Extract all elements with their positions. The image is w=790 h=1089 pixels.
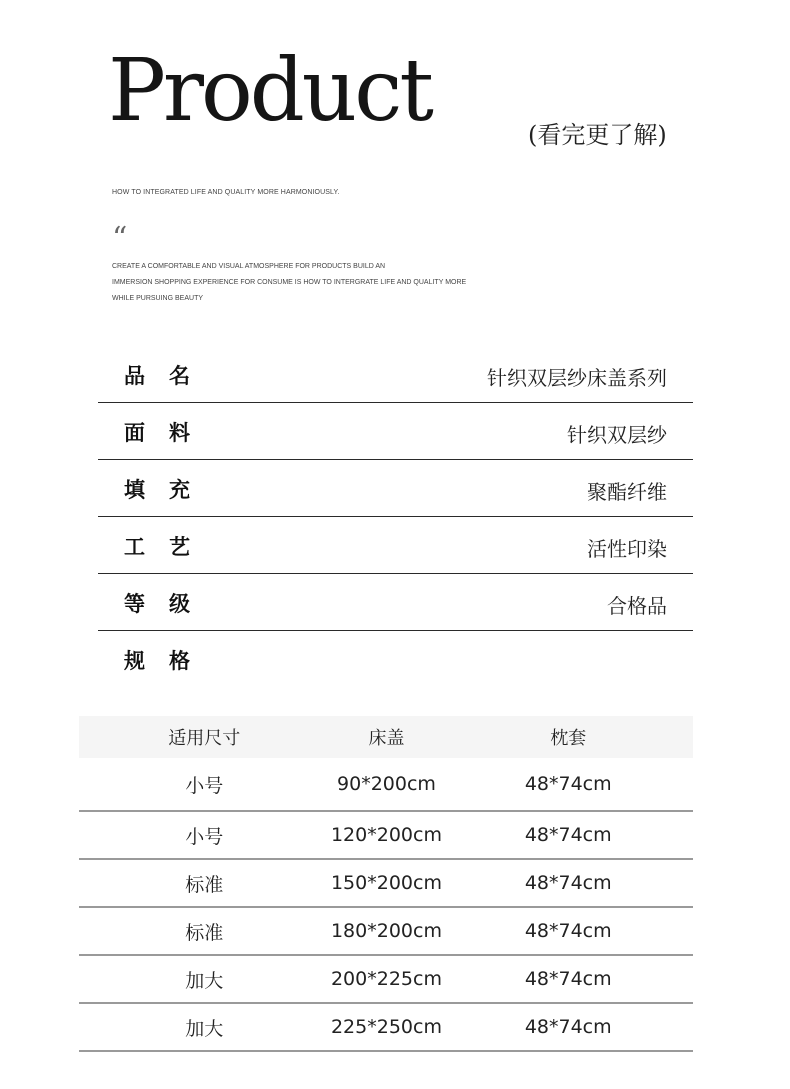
intro-blurb [112,259,532,307]
spec-value: 针织双层纱 [567,423,667,447]
table-cell: 48*74cm [443,859,693,907]
table-cell: 150*200cm [330,859,444,907]
spec-label: 规格 [124,649,214,673]
table-cell: 标准 [79,907,330,955]
table-cell: 225*250cm [330,1003,444,1051]
table-cell: 48*74cm [443,955,693,1003]
table-row [79,955,693,1003]
tagline: HOW TO INTEGRATED LIFE AND QUALITY MORE HARMONIOUSLY. [112,189,340,196]
table-cell: 加大 [79,1003,330,1051]
table-cell: 48*74cm [443,1003,693,1051]
table-row [79,1003,693,1051]
table-row [79,859,693,907]
blurb-line: CREATE A COMFORTABLE AND VISUAL ATMOSPHERE FOR PRODUCTS BUILD AN [112,263,386,270]
page-title: Product [108,41,431,141]
table-cell: 小号 [79,758,330,811]
table-row [79,811,693,859]
title-note: (看完更了解) [528,121,667,149]
table-row [79,758,693,811]
spec-label: 面料 [124,421,214,445]
spec-label: 工艺 [124,535,214,559]
table-cell: 200*225cm [330,955,444,1003]
blurb-line: WHILE PURSUING BEAUTY [112,295,204,302]
spec-row-name [98,346,693,403]
table-cell: 加大 [79,955,330,1003]
column-header: 床盖 [330,716,444,758]
table-cell: 180*200cm [330,907,444,955]
spec-label: 填充 [124,478,214,502]
table-cell: 48*74cm [443,811,693,859]
table-cell: 90*200cm [330,758,444,811]
spec-label: 品名 [124,364,214,388]
table-cell: 标准 [79,859,330,907]
size-table [79,716,693,1052]
spec-row-grade [98,574,693,631]
spec-row-filling [98,460,693,517]
quote-mark-icon: “ [112,221,128,256]
spec-row-fabric [98,403,693,460]
column-header: 适用尺寸 [79,716,330,758]
table-cell: 小号 [79,811,330,859]
spec-list [98,346,693,687]
table-row [79,907,693,955]
spec-row-size [98,631,693,687]
table-cell: 48*74cm [443,758,693,811]
spec-value: 针织双层纱床盖系列 [487,366,667,390]
spec-label: 等级 [124,592,214,616]
column-header: 枕套 [443,716,693,758]
table-cell: 120*200cm [330,811,444,859]
table-cell: 48*74cm [443,907,693,955]
spec-value: 活性印染 [587,537,667,561]
spec-value: 聚酯纤维 [587,480,667,504]
table-header-row [79,716,693,758]
spec-row-craft [98,517,693,574]
blurb-line: IMMERSION SHOPPING EXPERIENCE FOR CONSUME IS HOW TO INTERGRATE LIFE AND QUALITY MORE [112,279,467,286]
spec-value: 合格品 [607,594,667,618]
